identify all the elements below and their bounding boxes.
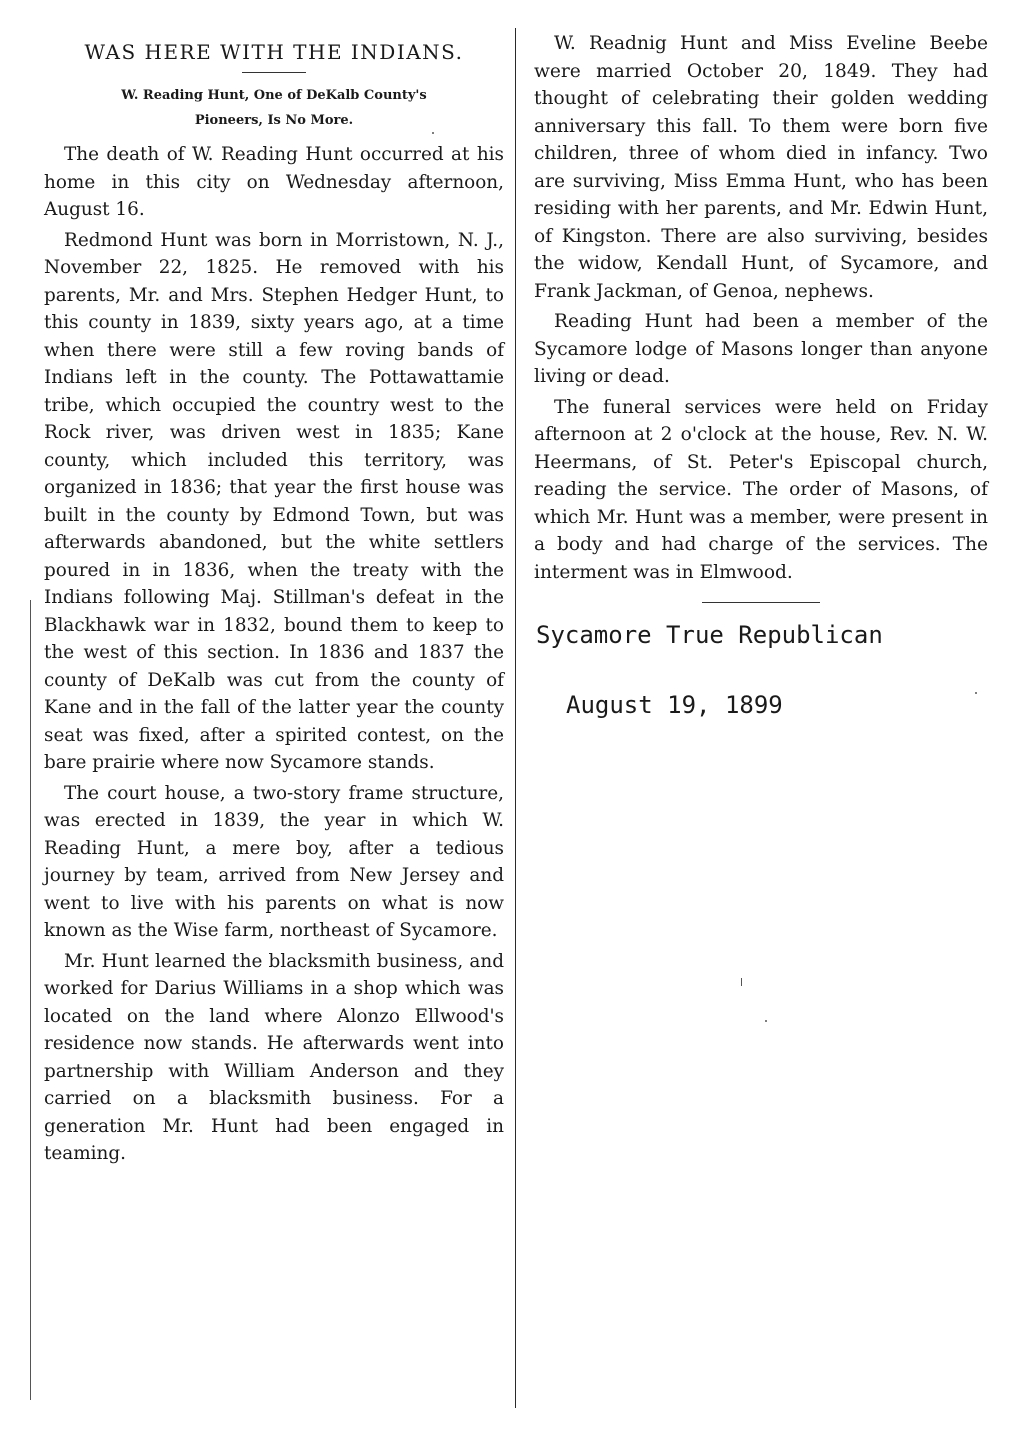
paragraph: The funeral services were held on Friday afternoon at 2 o'clock at the house, Rev. N. W. Heermans, of St. Peter's Episcopal church, reading the service. The order of Masons, of which Mr. Hunt was a member, were present in a body and had charge of the services. The interment was in Elmwood. [534, 396, 988, 583]
right-column [534, 30, 988, 719]
date-note: August 19, 1899 [566, 691, 783, 719]
scan-speck [741, 978, 742, 986]
paragraph: W. Readnig Hunt and Miss Eveline Beebe were married October 20, 1849. They had thought of celebrating their golden wedding anniversary this fall. To them were born five children, three of whom died in infancy. Two are surviving, Miss Emma Hunt, who has been residing with her parents, and Mr. Edwin Hunt, of Kingston. There are also surviving, besides the widow, Kendall Hunt, of Sycamore, and Frank Jackman, of Genoa, nephews. [534, 33, 988, 302]
scan-speck [765, 1020, 767, 1022]
source-note: Sycamore True Republican [536, 621, 883, 649]
paragraph: Mr. Hunt learned the blacksmith business, and worked for Darius Williams in a shop which was located on the land where Alonzo Ellwood's residence now stands. He afterwards went into partnership with William Anderson and they carried on a blacksmith business. For a generation Mr. Hunt had been engaged in teaming. [44, 950, 504, 1164]
left-column [44, 30, 504, 1171]
paragraph: Reading Hunt had been a member of the Sycamore lodge of Masons longer than anyone living or dead. [534, 311, 988, 387]
article-end-rule [702, 602, 820, 603]
headline-divider [242, 72, 306, 73]
article-subheadline [64, 83, 484, 133]
article-headline: WAS HERE WITH THE INDIANS. [84, 40, 464, 64]
subheadline-line-1: W. Reading Hunt, One of DeKalb County's [121, 88, 427, 103]
paragraph: Redmond Hunt was born in Morristown, N. J., November 22, 1825. He removed with his parents, Mr. and Mrs. Stephen Hedger Hunt, to this county in 1839, sixty years ago, at a time when there were still a few roving bands of Indians left in the county. The Pottawattamie tribe, which occupied the country west to the Rock river, was driven west in 1835; Kane county, which included this territory, was organized in 1836; that year the first house was built in the county by Edmond Town, but was afterwards abandoned, but the white settlers poured in in 1836, when the treaty with the Indians following Maj. Stillman's defeat in the Blackhawk war in 1832, bound them to keep to the west of this section. In 1836 and 1837 the county of DeKalb was cut from the county of Kane and in the fall of the latter year the county seat was fixed, after a spirited contest, on the bare prairie where now Sycamore stands. [44, 229, 504, 773]
column-divider [515, 28, 516, 1408]
scan-speck [975, 692, 977, 694]
left-margin-rule [30, 600, 31, 1400]
scan-speck [432, 132, 434, 134]
subheadline-line-2: Pioneers, Is No More. [194, 113, 354, 128]
paragraph: The death of W. Reading Hunt occurred at his home in this city on Wednesday afternoon, August 16. [44, 144, 504, 220]
paragraph: The court house, a two-story frame structure, was erected in 1839, the year in which W. Reading Hunt, a mere boy, after a tedious journey by team, arrived from New Jersey and went to live with his parents on what is now known as the Wise farm, northeast of Sycamore. [44, 782, 504, 941]
